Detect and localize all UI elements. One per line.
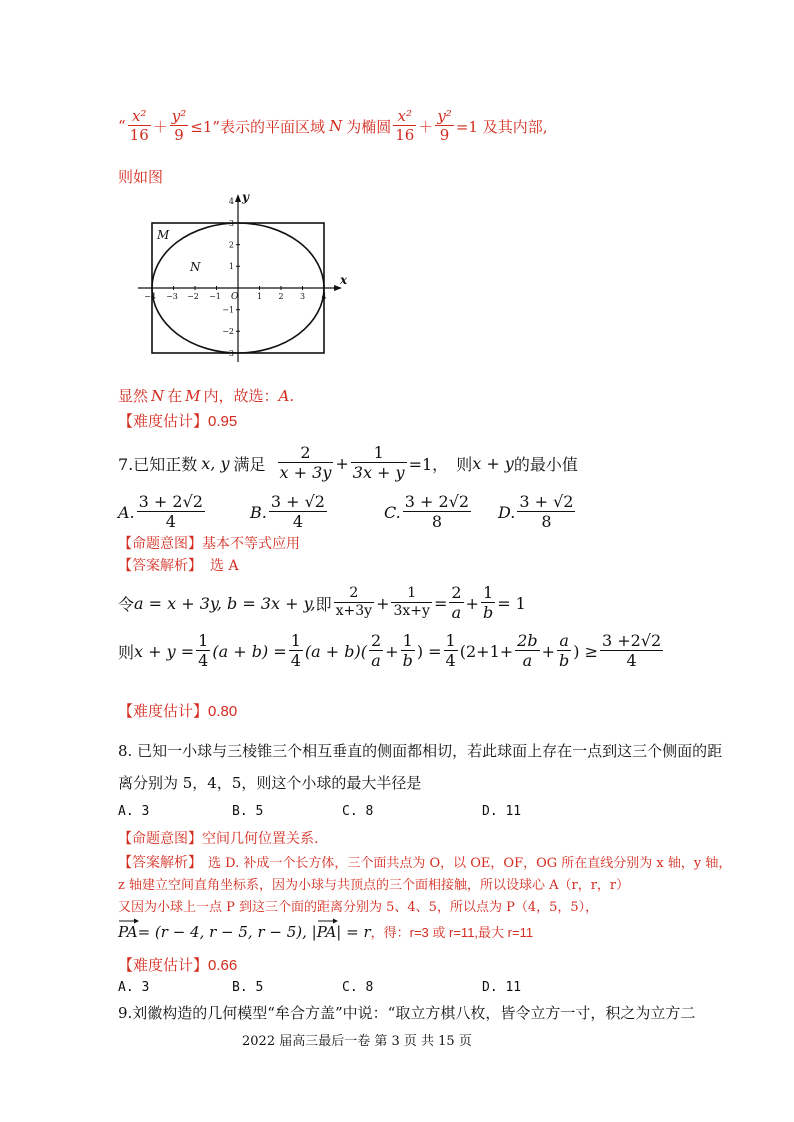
q7-difficulty: 【难度估计】0.80 [118, 702, 238, 720]
y-tick-label: −3 [222, 349, 234, 358]
q8-options-repeat [118, 980, 558, 1000]
label-M: M [157, 228, 170, 242]
option-C: C. $\frac{3 + 2√2}{8}$ [384, 492, 470, 531]
x-tick-label: −1 [209, 292, 221, 301]
q7-intent: 【命题意图】基本不等式应用 [118, 536, 300, 552]
fraction: $\frac{2}{a}$ [451, 583, 462, 622]
fraction: $\frac{2}{a}$ [370, 631, 382, 670]
q8-answer-line-2: z 轴建立空间直角坐标系，因为小球与共顶点的三个面相接触，所以设球心 A（r，r，r） [118, 878, 630, 893]
q8-difficulty: 【难度估计】0.66 [118, 956, 238, 974]
q8-answer-line-3: 又因为小球上一点 P 到这三个面的距离分别为 5、4、5，所以点为 P（4，5，5）， [118, 900, 599, 915]
q8-intent: 【命题意图】空间几何位置关系. [118, 831, 319, 847]
option-C: C. 8 [342, 804, 374, 819]
vector-PA: PA [317, 923, 337, 941]
y-axis-label: y [242, 190, 249, 204]
fraction: $\frac{3 + 2√2}{8}$ [404, 492, 470, 531]
fraction: $\frac{2}{x + 3y}$ [279, 443, 332, 482]
option-A: A. 3 [118, 804, 150, 819]
q8-stem-line-2: 离分别为 5，4，5，则这个小球的最大半径是 [118, 774, 422, 792]
fraction: $\frac{1}{3x+y}$ [393, 585, 430, 619]
ellipse-graph [130, 190, 360, 365]
option-B: B. $\frac{3 + √2}{4}$ [250, 492, 325, 531]
q7-solution-line-1: 令 a = x + 3y, b = 3x + y, 即 $\frac{2}{x+3y}$ + $\frac{1}{3x+y}$ = $\frac{2}{a}$ + $\frac{1}{b}$ = 1 [118, 583, 526, 622]
conclusion-line: 显然 N 在 M 内，故选：A. [118, 387, 295, 405]
fraction: $\frac{1}{3x + y}$ [352, 443, 405, 482]
then-as-figure: 则如图 [118, 168, 164, 186]
fraction: $\frac{\text{x²}}{16}$ [395, 107, 415, 144]
option-B: B. 5 [232, 980, 264, 995]
q8-vector-line: PA = (r − 4, r − 5, r − 5), | PA | = r ，得：r=3 或 r=11,最大 r=11 [118, 922, 533, 941]
q8-stem-line-1: 8. 已知一小球与三棱锥三个相互垂直的侧面都相切，若此球面上存在一点到这三个侧面的距 [118, 742, 723, 760]
fraction: $\frac{1}{4}$ [445, 631, 456, 670]
option-A: A. 3 [118, 980, 150, 995]
x-tick-label: 3 [299, 292, 306, 301]
fraction: $\frac{\text{y²}}{9}$ [437, 107, 452, 144]
option-C: C. 8 [342, 980, 374, 995]
fraction: $\frac{2}{x+3y}$ [335, 585, 373, 619]
fraction: $\frac{3 +2√2}{4}$ [601, 631, 662, 670]
fraction: $\frac{2b}{a}$ [517, 631, 538, 670]
option-D: D. 11 [482, 980, 522, 995]
prev-condition-line: “ $\frac{\text{x²}}{16}$ ＋ $\frac{\text{y²}}{9}$ ≤1”表示的平面区域 N 为椭圆 $\frac{\text{x²}}{16}$ ＋ $\frac{\text{y²}}{9}$ =1 及其内部, [118, 107, 548, 144]
y-tick-label: 1 [228, 262, 234, 271]
fraction: $\frac{1}{b}$ [402, 631, 413, 670]
vector-arrow-icon [118, 917, 140, 925]
fraction: $\frac{\text{x²}}{16}$ [129, 107, 149, 144]
page-footer: 2022 届高三最后一卷 第 3 页 共 15 页 [242, 1034, 472, 1049]
fraction: $\frac{1}{4}$ [198, 631, 209, 670]
option-D: D. 11 [482, 804, 522, 819]
label-N: N [190, 260, 201, 274]
vector-PA: PA [118, 923, 138, 941]
fraction: $\frac{1}{4}$ [290, 631, 301, 670]
q7-solution-line-2: 则 x + y = $\frac{1}{4}$ (a + b) = $\frac{1}{4}$ (a + b)( $\frac{2}{a}$ + $\frac{1}{b}$ ) = $\frac{1}{4}$ (2+1+ $\frac{2b}{a}$ + $\frac{a}{b}$ ) ≥ $\frac{3 +2√2}{4}$ [118, 631, 662, 670]
option-A: A. $\frac{3 + 2√2}{4}$ [118, 492, 203, 531]
y-tick-label: −1 [222, 305, 234, 315]
y-tick-label: 3 [228, 219, 234, 228]
x-tick-label: 2 [278, 292, 284, 301]
origin-label: O [231, 292, 239, 302]
option-B: B. 5 [232, 804, 264, 819]
fraction: $\frac{a}{b}$ [558, 631, 570, 670]
x-axis-label: x [340, 273, 348, 287]
q9-stem-line-1: 9.刘徽构造的几何模型“牟合方盖”中说：“取立方棋八枚，皆令立方一寸，积之为立方二 [118, 1004, 696, 1022]
x-tick-label: −3 [166, 292, 178, 301]
fraction: $\frac{3 + √2}{8}$ [519, 492, 574, 531]
x-tick-label: 4 [321, 292, 327, 301]
y-tick-label: −2 [222, 327, 234, 336]
vector-arrow-icon [317, 917, 339, 925]
fraction: $\frac{3 + 2√2}{4}$ [138, 492, 203, 531]
fraction: $\frac{3 + √2}{4}$ [270, 492, 325, 531]
option-D: D. $\frac{3 + √2}{8}$ [498, 492, 574, 531]
y-tick-label: 2 [228, 240, 234, 250]
x-tick-label: −4 [144, 292, 156, 301]
q8-answer-line-1: 【答案解析】 选 D. 补成一个长方体，三个面共点为 O，以 OE，OF，OG 所在直线分别为 x 轴，y 轴， [118, 855, 732, 871]
q7-options [118, 490, 598, 534]
q7-stem: 7.已知正数 x, y 满足 $\frac{2}{x + 3y}$ + $\frac{1}{3x + y}$ =1， 则 x + y 的最小值 [118, 443, 578, 482]
y-tick-label: 4 [228, 197, 234, 206]
fraction: $\frac{1}{b}$ [482, 583, 494, 622]
q8-options [118, 804, 558, 824]
x-tick-label: −2 [187, 292, 199, 301]
difficulty-estimate: 【难度估计】0.95 [118, 412, 238, 430]
fraction: $\frac{\text{y²}}{9}$ [171, 107, 187, 144]
x-tick-label: 1 [256, 292, 263, 301]
q7-answer: 【答案解析】 选 A [118, 558, 239, 574]
